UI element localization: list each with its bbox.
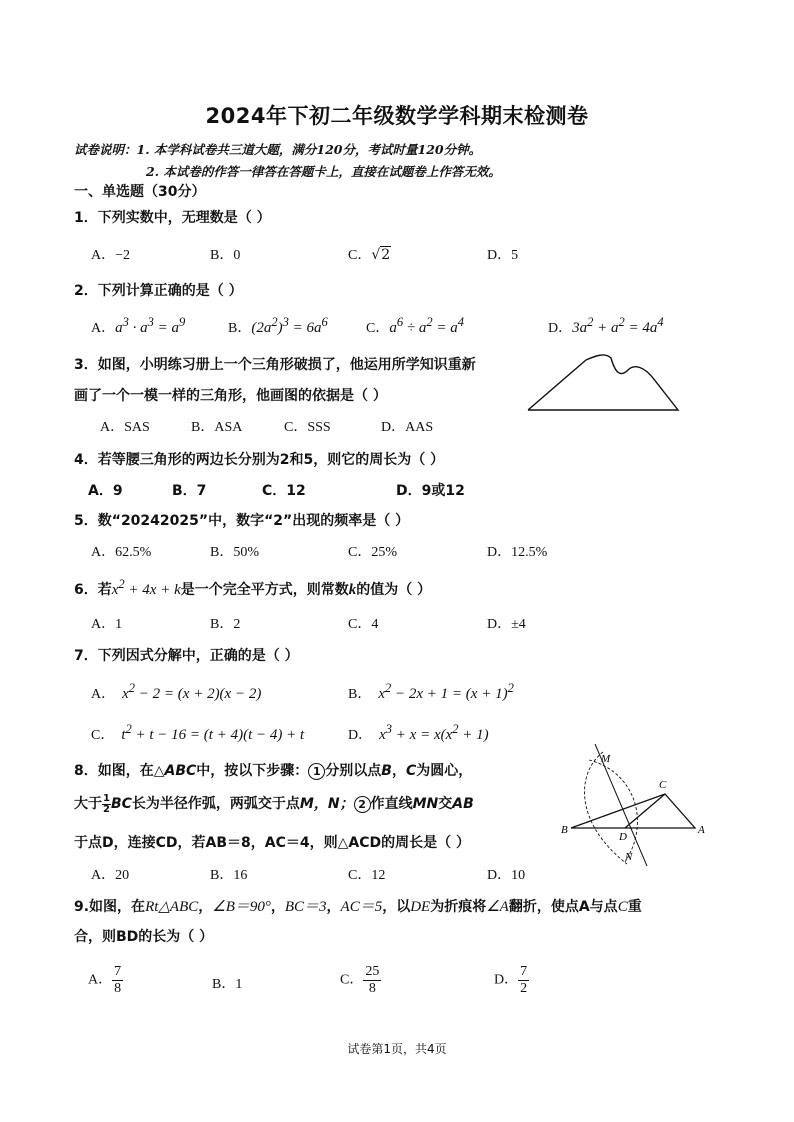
q9-stem-line-2: 合，则BD的长为（ ） — [74, 929, 214, 945]
broken-triangle-figure — [520, 348, 690, 414]
q8-option-d: D．10 — [487, 868, 526, 883]
q2-option-c: C．$a^6 \div a^2 = a^4$ — [366, 315, 464, 336]
q8-stem-line-3: 于点D，连接CD，若AB＝8，AC＝4，则△ACD的周长是（ ） — [74, 835, 470, 851]
q8-option-c: C．12 — [348, 868, 386, 883]
q6-option-c: C．4 — [348, 617, 379, 632]
label-n: N — [625, 851, 633, 863]
page-footer: 试卷第1页，共4页 — [347, 1042, 447, 1056]
q5-option-b: B．50% — [210, 545, 259, 560]
q7-option-d: D． $x^3 + x = x(x^2 + 1)$ — [348, 722, 489, 743]
q8-stem-line-2: 大于 $\frac{1}{2}$ BC长为半径作弧，两弧交于点M，N； 2 作直线MN交AB — [74, 792, 474, 815]
q7-option-b: B． $x^2 - 2x + 1 = (x + 1)^2$ — [348, 681, 514, 702]
q2-stem: 2．下列计算正确的是（ ） — [74, 283, 243, 299]
q1-stem: 1．下列实数中，无理数是（ ） — [74, 210, 271, 226]
q7-stem: 7．下列因式分解中，正确的是（ ） — [74, 648, 299, 664]
q3-stem-line-1: 3．如图，小明练习册上一个三角形破损了，他运用所学知识重新 — [74, 357, 476, 373]
q7-option-a: A． $x^2 - 2 = (x + 2)(x - 2)$ — [91, 681, 262, 702]
q2-option-a: A．$a^3 \cdot a^3 = a^9$ — [91, 315, 186, 336]
q6-stem: 6．若$x^2 + 4x + k$是一个完全平方式，则常数k的值为（ ） — [74, 577, 432, 598]
q4-stem: 4．若等腰三角形的两边长分别为2和5，则它的周长为（ ） — [74, 452, 445, 468]
q9-stem-line-1: 9.如图，在Rt△ABC，∠B＝90°，BC＝3，AC＝5，以DE为折痕将∠A翻折，使点A与点C重 — [74, 899, 642, 915]
q9-option-c: C． $\frac{25}{8}$ — [340, 964, 380, 996]
q2-option-d: D．$3a^2 + a^2 = 4a^4$ — [548, 315, 664, 336]
q9-option-a: A． $\frac{7}{8}$ — [88, 964, 122, 996]
q6-option-a: A．1 — [91, 617, 123, 632]
instructions-line-2: 2. 本试卷的作答一律答在答题卡上，直接在试题卷上作答无效。 — [146, 164, 501, 179]
q9-option-d: D． $\frac{7}{2}$ — [494, 964, 528, 996]
q5-option-c: C．25% — [348, 545, 397, 560]
q6-option-b: B．2 — [210, 617, 241, 632]
instructions-label: 试卷说明： — [74, 142, 137, 157]
q8-construction-figure — [555, 742, 715, 870]
q5-option-a: A．62.5% — [91, 545, 152, 560]
instructions-line-1: 试卷说明：1. 本学科试卷共三道大题，满分120分，考试时量120分钟。 — [74, 142, 482, 157]
section-heading: 一、单选题（30分） — [74, 184, 206, 200]
q8-option-b: B．16 — [210, 868, 248, 883]
q4-option-c: C．12 — [262, 483, 306, 499]
q4-option-d: D．9或12 — [396, 483, 465, 499]
q8-stem-line-1: 8．如图，在△ABC中，按以下步骤： 1 分别以点B，C为圆心， — [74, 763, 473, 779]
label-a: A — [698, 824, 705, 836]
label-c: C — [659, 779, 667, 791]
label-b: B — [561, 824, 568, 836]
q3-option-a: A．SAS — [100, 420, 150, 435]
q3-option-c: C．SSS — [284, 420, 331, 435]
q4-option-b: B．7 — [172, 483, 207, 499]
q9-option-b: B．1 — [212, 977, 243, 992]
q5-stem: 5．数“20242025”中，数字“2”出现的频率是（ ） — [74, 513, 410, 529]
q3-stem-line-2: 画了一个一模一样的三角形，他画图的依据是（ ） — [74, 388, 387, 404]
q7-option-c: C． $t^2 + t - 16 = (t + 4)(t - 4) + t$ — [91, 722, 305, 743]
q3-option-b: B．ASA — [191, 420, 243, 435]
q1-option-a: A．−2 — [91, 248, 131, 263]
label-m: M — [601, 753, 611, 765]
q6-option-d: D．±4 — [487, 617, 526, 632]
q3-option-d: D．AAS — [381, 420, 434, 435]
q5-option-d: D．12.5% — [487, 545, 548, 560]
label-d: D — [619, 831, 627, 843]
q8-option-a: A．20 — [91, 868, 130, 883]
q4-option-a: A．9 — [88, 483, 123, 499]
q1-option-c: C．√2 — [348, 247, 391, 263]
q1-option-d: D．5 — [487, 248, 519, 263]
page-title: 2024年下初二年级数学学科期末检测卷 — [205, 104, 589, 128]
q1-option-b: B．0 — [210, 248, 241, 263]
q2-option-b: B．$(2a^2)^3 = 6a^6$ — [228, 315, 328, 336]
